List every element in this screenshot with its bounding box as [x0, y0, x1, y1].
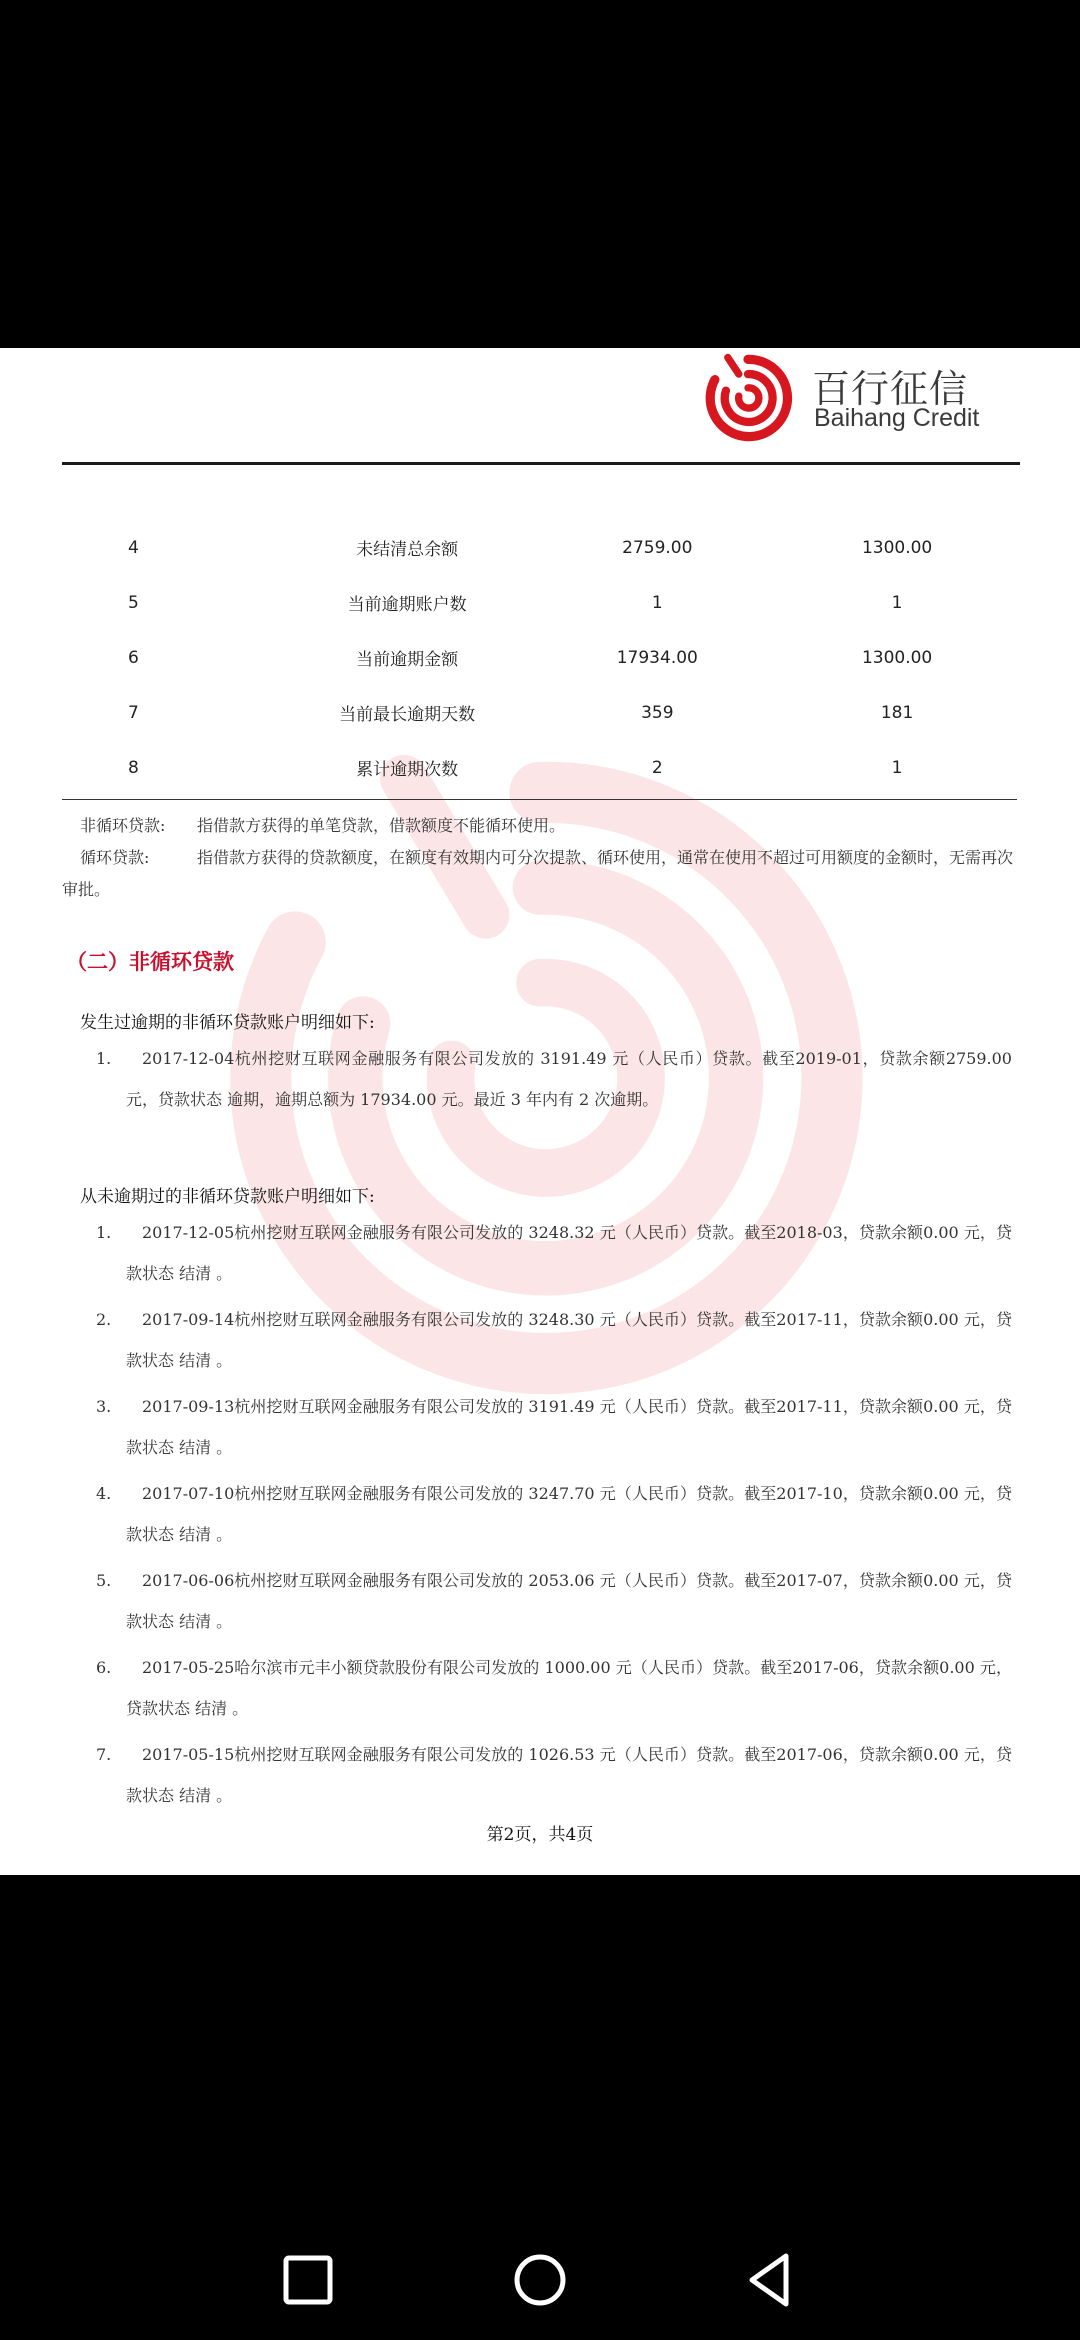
brand-name-en: Baihang Credit: [814, 404, 980, 432]
row-number: 6: [128, 647, 139, 668]
back-triangle-icon[interactable]: [738, 2248, 802, 2312]
overdue-group-title: 发生过逾期的非循环贷款账户明细如下:: [80, 1013, 375, 1033]
list-item: [62, 1212, 1012, 1294]
definition-term: 非循环贷款:: [80, 816, 166, 835]
section-title: （二）非循环贷款: [66, 949, 234, 974]
summary-table: [62, 520, 1017, 795]
brand-logo: [702, 352, 1002, 448]
table-row: [62, 520, 1017, 575]
row-value-a: 1: [651, 592, 663, 613]
row-value-a: 17934.00: [616, 647, 698, 668]
list-item: [62, 1647, 1012, 1729]
item-number: 7.: [96, 1745, 112, 1764]
row-value-b: 181: [880, 702, 914, 723]
item-number: 1.: [96, 1223, 112, 1242]
list-item: [62, 1386, 1012, 1468]
table-row: [62, 630, 1017, 685]
definition-non-revolving: [62, 810, 1022, 842]
row-number: 7: [128, 702, 139, 723]
overdue-loan-list: [62, 1038, 1012, 1125]
list-item: [62, 1299, 1012, 1381]
definition-text: 指借款方获得的贷款额度，在额度有效期内可分次提款、循环使用，通常在使用不超过可用额度的金额时，无需再次审批。: [62, 848, 1014, 899]
row-value-a: 2: [651, 757, 663, 778]
row-number: 5: [128, 592, 139, 613]
table-row: [62, 575, 1017, 630]
item-text: 2017-09-14杭州挖财互联网金融服务有限公司发放的 3248.30 元（人民币）贷款。截至2017-11，贷款余额0.00 元，贷款状态 结清 。: [126, 1310, 1012, 1370]
item-text: 2017-06-06杭州挖财互联网金融服务有限公司发放的 2053.06 元（人民币）贷款。截至2017-07，贷款余额0.00 元，贷款状态 结清 。: [126, 1571, 1012, 1631]
definition-revolving: [62, 842, 1022, 906]
row-value-b: 1: [891, 592, 903, 613]
row-label: 当前最长逾期天数: [339, 705, 476, 725]
item-text: 2017-07-10杭州挖财互联网金融服务有限公司发放的 3247.70 元（人民币）贷款。截至2017-10，贷款余额0.00 元，贷款状态 结清 。: [126, 1484, 1012, 1544]
row-label: 当前逾期账户数: [347, 595, 467, 615]
row-label: 累计逾期次数: [356, 760, 459, 780]
definition-term: 循环贷款:: [80, 848, 150, 867]
item-text: 2017-12-04杭州挖财互联网金融服务有限公司发放的 3191.49 元（人民币）贷款。截至2019-01，贷款余额2759.00 元，贷款状态 逾期，逾期总额为 17934.00 元。最近 3 年内有 2 次逾期。: [126, 1049, 1012, 1109]
item-number: 5.: [96, 1571, 112, 1590]
item-number: 6.: [96, 1658, 112, 1677]
item-number: 3.: [96, 1397, 112, 1416]
item-text: 2017-05-15杭州挖财互联网金融服务有限公司发放的 1026.53 元（人民币）贷款。截至2017-06，贷款余额0.00 元，贷款状态 结清 。: [126, 1745, 1012, 1805]
row-number: 4: [128, 537, 139, 558]
row-value-a: 359: [641, 702, 674, 723]
table-row: [62, 740, 1017, 795]
recents-square-icon[interactable]: [276, 2248, 340, 2312]
list-item: [62, 1734, 1012, 1816]
row-value-b: 1300.00: [861, 537, 933, 558]
row-label: 当前逾期金额: [356, 650, 459, 670]
system-navigation-bar: [0, 2220, 1080, 2340]
item-number: 1.: [96, 1049, 112, 1068]
row-value-a: 2759.00: [622, 537, 693, 558]
row-value-b: 1: [891, 757, 903, 778]
item-text: 2017-05-25哈尔滨市元丰小额贷款股份有限公司发放的 1000.00 元（人民币）贷款。截至2017-06，贷款余额0.00 元，贷款状态 结清 。: [126, 1658, 1012, 1718]
definition-text: 指借款方获得的单笔贷款，借款额度不能循环使用。: [197, 816, 566, 835]
baihang-logo-icon: [702, 352, 794, 444]
home-circle-icon[interactable]: [508, 2248, 572, 2312]
table-row: [62, 685, 1017, 740]
document-page: [0, 348, 1080, 1875]
table-bottom-rule: [62, 799, 1017, 800]
item-number: 2.: [96, 1310, 112, 1329]
row-number: 8: [128, 757, 139, 778]
item-number: 4.: [96, 1484, 112, 1503]
brand-name-cn: 百行征信: [812, 367, 969, 411]
list-item: [62, 1038, 1012, 1120]
clean-loan-list: [62, 1212, 1012, 1821]
item-text: 2017-09-13杭州挖财互联网金融服务有限公司发放的 3191.49 元（人民币）贷款。截至2017-11，贷款余额0.00 元，贷款状态 结清 。: [126, 1397, 1012, 1457]
page-number: 第2页，共4页: [486, 1825, 594, 1845]
clean-group-title: 从未逾期过的非循环贷款账户明细如下:: [80, 1187, 375, 1207]
row-value-b: 1300.00: [861, 647, 933, 668]
row-label: 未结清总余额: [356, 540, 459, 560]
list-item: [62, 1560, 1012, 1642]
list-item: [62, 1473, 1012, 1555]
header-divider: [62, 462, 1020, 465]
item-text: 2017-12-05杭州挖财互联网金融服务有限公司发放的 3248.32 元（人民币）贷款。截至2018-03，贷款余额0.00 元，贷款状态 结清 。: [126, 1223, 1012, 1283]
